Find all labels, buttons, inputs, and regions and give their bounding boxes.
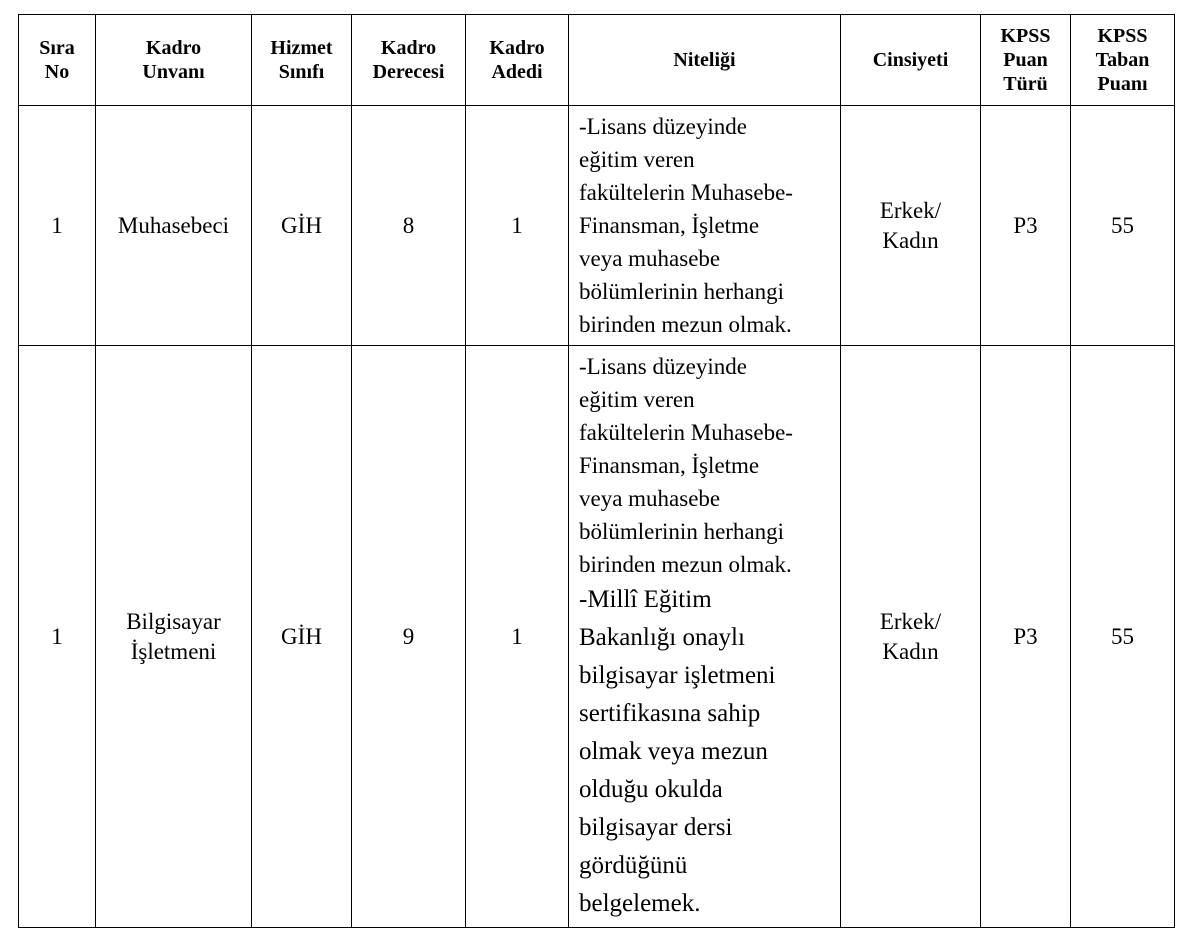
cell-hizmet-sinifi: GİH xyxy=(252,106,352,346)
table-row xyxy=(19,346,1175,928)
cell-kpss-taban-puani: 55 xyxy=(1071,346,1175,928)
header-sira-no: Sıra No xyxy=(19,15,96,106)
table-row xyxy=(19,106,1175,346)
header-hizmet-sinifi: Hizmet Sınıfı xyxy=(252,15,352,106)
cell-kpss-taban-puani: 55 xyxy=(1071,106,1175,346)
header-kadro-adedi: Kadro Adedi xyxy=(466,15,569,106)
cell-niteligi: -Lisans düzeyinde eğitim veren fakültelerin Muhasebe- Finansman, İşletme veya muhasebe bölümlerinin herhangi birinden mezun olmak. -Millî Eğitim Bakanlığı onaylı bilgisayar işletmeni sertifikasına sahip olmak veya mezun olduğu okulda bilgisayar dersi gördüğünü belgelemek. xyxy=(569,346,841,928)
cell-sira-no: 1 xyxy=(19,106,96,346)
cell-kadro-unvani: Bilgisayar İşletmeni xyxy=(96,346,252,928)
kadro-table xyxy=(18,14,1175,928)
cell-kadro-derecesi: 9 xyxy=(352,346,466,928)
cell-kpss-puan-turu: P3 xyxy=(981,106,1071,346)
cell-sira-no: 1 xyxy=(19,346,96,928)
cell-kadro-adedi: 1 xyxy=(466,346,569,928)
cell-kadro-derecesi: 8 xyxy=(352,106,466,346)
header-kpss-puan-turu: KPSS Puan Türü xyxy=(981,15,1071,106)
cell-kadro-unvani: Muhasebeci xyxy=(96,106,252,346)
cell-hizmet-sinifi: GİH xyxy=(252,346,352,928)
header-cinsiyeti: Cinsiyeti xyxy=(841,15,981,106)
cell-niteligi: -Lisans düzeyinde eğitim veren fakültelerin Muhasebe- Finansman, İşletme veya muhasebe bölümlerinin herhangi birinden mezun olmak. xyxy=(569,106,841,346)
cell-cinsiyeti: Erkek/ Kadın xyxy=(841,106,981,346)
header-niteligi: Niteliği xyxy=(569,15,841,106)
header-kpss-taban-puani: KPSS Taban Puanı xyxy=(1071,15,1175,106)
cell-kpss-puan-turu: P3 xyxy=(981,346,1071,928)
cell-kadro-adedi: 1 xyxy=(466,106,569,346)
cell-cinsiyeti: Erkek/ Kadın xyxy=(841,346,981,928)
header-kadro-unvani: Kadro Unvanı xyxy=(96,15,252,106)
header-row xyxy=(19,15,1175,106)
header-kadro-derecesi: Kadro Derecesi xyxy=(352,15,466,106)
